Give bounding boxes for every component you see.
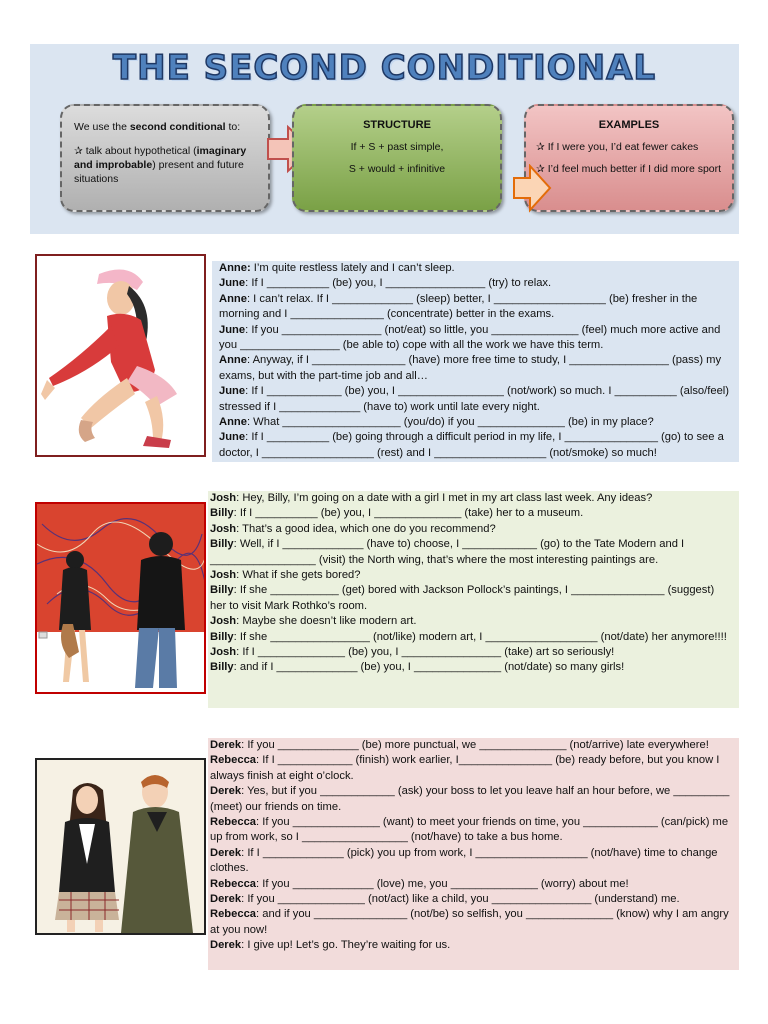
dialogue-line: June: If I ____________ (be) you, I _________________ (not/work) so much. I __________ (also/feel) stressed if I _____________ (have to) work until late every night. xyxy=(219,385,730,413)
structure-line-1: If + S + past simple, xyxy=(350,141,444,153)
dialogue-line: Billy: and if I _____________ (be) you, I ______________ (not/date) so many girls! xyxy=(210,661,625,674)
examples-heading: EXAMPLES xyxy=(598,119,660,131)
dialogue-line: Anne: What ___________________ (you/do) if you ______________ (be) in my place? xyxy=(219,416,654,429)
dialogue-line: Billy: Well, if I _____________ (have to) choose, I ____________ (go) to the Tate Modern and I _________________ (visit) the North wing, that’s where the most interesting paintings are. xyxy=(210,538,685,566)
dialogue-line: Rebecca: and if you _______________ (not/be) so selfish, you ______________ (know) why I am angry at you now! xyxy=(210,908,729,936)
usage-intro: We use the second conditional to: xyxy=(74,121,241,133)
dialogue-line: Rebecca: If I ____________ (finish) work earlier, I_______________ (be) ready before, but you know I always finish at eight o’clock. xyxy=(210,754,720,782)
dialogue-line: June: If you ________________ (not/eat) so little, you ______________ (feel) much more active and you ________________ (be able to) cope with all the work we have this term. xyxy=(219,323,721,352)
museum-couple-image xyxy=(37,504,204,692)
arrow-down-right-icon xyxy=(512,164,552,214)
page-title: THE SECOND CONDITIONAL xyxy=(112,48,657,88)
dialogue-line: Josh: That’s a good idea, which one do you recommend? xyxy=(210,522,496,535)
usage-bullet: ✰ talk about hypothetical (imaginary and improbable) present and future situations xyxy=(74,145,247,185)
illustration-girl-crouching xyxy=(35,254,206,457)
dialogue-line: Josh: What if she gets bored? xyxy=(210,569,361,582)
structure-box xyxy=(292,104,502,212)
dialogue-line: Rebecca: If you _____________ (love) me, you ______________ (worry) about me! xyxy=(210,877,629,890)
dialogue-line: Josh: Hey, Billy, I’m going on a date with a girl I met in my art class last week. Any ideas? xyxy=(210,492,653,504)
dialogue-line: Josh: Maybe she doesn’t like modern art. xyxy=(210,615,417,628)
dialogue-line: Josh: If I ______________ (be) you, I ________________ (take) art so seriously! xyxy=(210,646,615,659)
usage-box xyxy=(60,104,270,212)
example-2: ✰ I’d feel much better if I did more sport xyxy=(536,163,722,175)
example-1: ✰ If I were you, I’d eat fewer cakes xyxy=(536,141,699,153)
dialogue-line: Derek: I give up! Let’s go. They’re waiting for us. xyxy=(210,939,451,952)
dialogue-line: Billy: If she ___________ (get) bored with Jackson Pollock’s paintings, I _______________ (suggest) her to visit Mark Rothko’s room. xyxy=(210,584,715,612)
examples-box xyxy=(524,104,734,212)
illustration-museum-couple xyxy=(35,502,206,694)
dialogue-line: Anne: I’m quite restless lately and I can’t sleep. xyxy=(219,262,455,274)
dialogue-line: Anne: Anyway, if I _______________ (have) more free time to study, I ________________ (pass) my exams, but with the part-time job and all… xyxy=(219,354,722,382)
dialogue-line: Billy: If she ________________ (not/like) modern art, I __________________ (not/date) her anymore!!!! xyxy=(210,630,727,643)
dialogue-line: June: If I __________ (be) going through a difficult period in my life, I _______________ (go) to see a doctor, I __________________ (rest) and I __________________ (not/smoke) so much! xyxy=(219,431,724,459)
dialogue-josh-billy xyxy=(208,491,739,708)
dialogue-line: Anne: I can’t relax. If I _____________ (sleep) better, I __________________ (be) fresher in the morning and I _______________ (concentrate) better in the exams. xyxy=(219,292,698,321)
illustration-couple-talking xyxy=(35,758,206,935)
structure-line-2: S + would + infinitive xyxy=(348,163,446,175)
dialogue-line: Derek: If you _____________ (be) more punctual, we ______________ (not/arrive) late everywhere! xyxy=(210,739,709,751)
dialogue-line: June: If I __________ (be) you, I ________________ (try) to relax. xyxy=(219,277,552,290)
couple-talking-image xyxy=(37,760,204,933)
dialogue-line: Derek: Yes, but if you ____________ (ask) your boss to let you leave half an hour before, we _________ (meet) our friends on time. xyxy=(210,785,730,813)
dialogue-line: Derek: If I _____________ (pick) you up from work, I __________________ (not/have) time to change clothes. xyxy=(210,846,718,875)
dialogue-line: Derek: If you ______________ (not/act) like a child, you ________________ (understand) me. xyxy=(210,893,680,906)
dialogue-derek-rebecca xyxy=(208,738,739,970)
dialogue-line: Rebecca: If you ______________ (want) to meet your friends on time, you ____________ (can/pick) me up from work, so I _________________ (not/have) to take a bus home. xyxy=(210,816,729,844)
girl-crouching-image xyxy=(37,256,204,455)
dialogue-line: Billy: If I __________ (be) you, I ______________ (take) her to a museum. xyxy=(210,507,584,520)
header-panel xyxy=(30,44,739,234)
structure-heading: STRUCTURE xyxy=(363,119,431,131)
dialogue-anne-june xyxy=(212,261,739,462)
